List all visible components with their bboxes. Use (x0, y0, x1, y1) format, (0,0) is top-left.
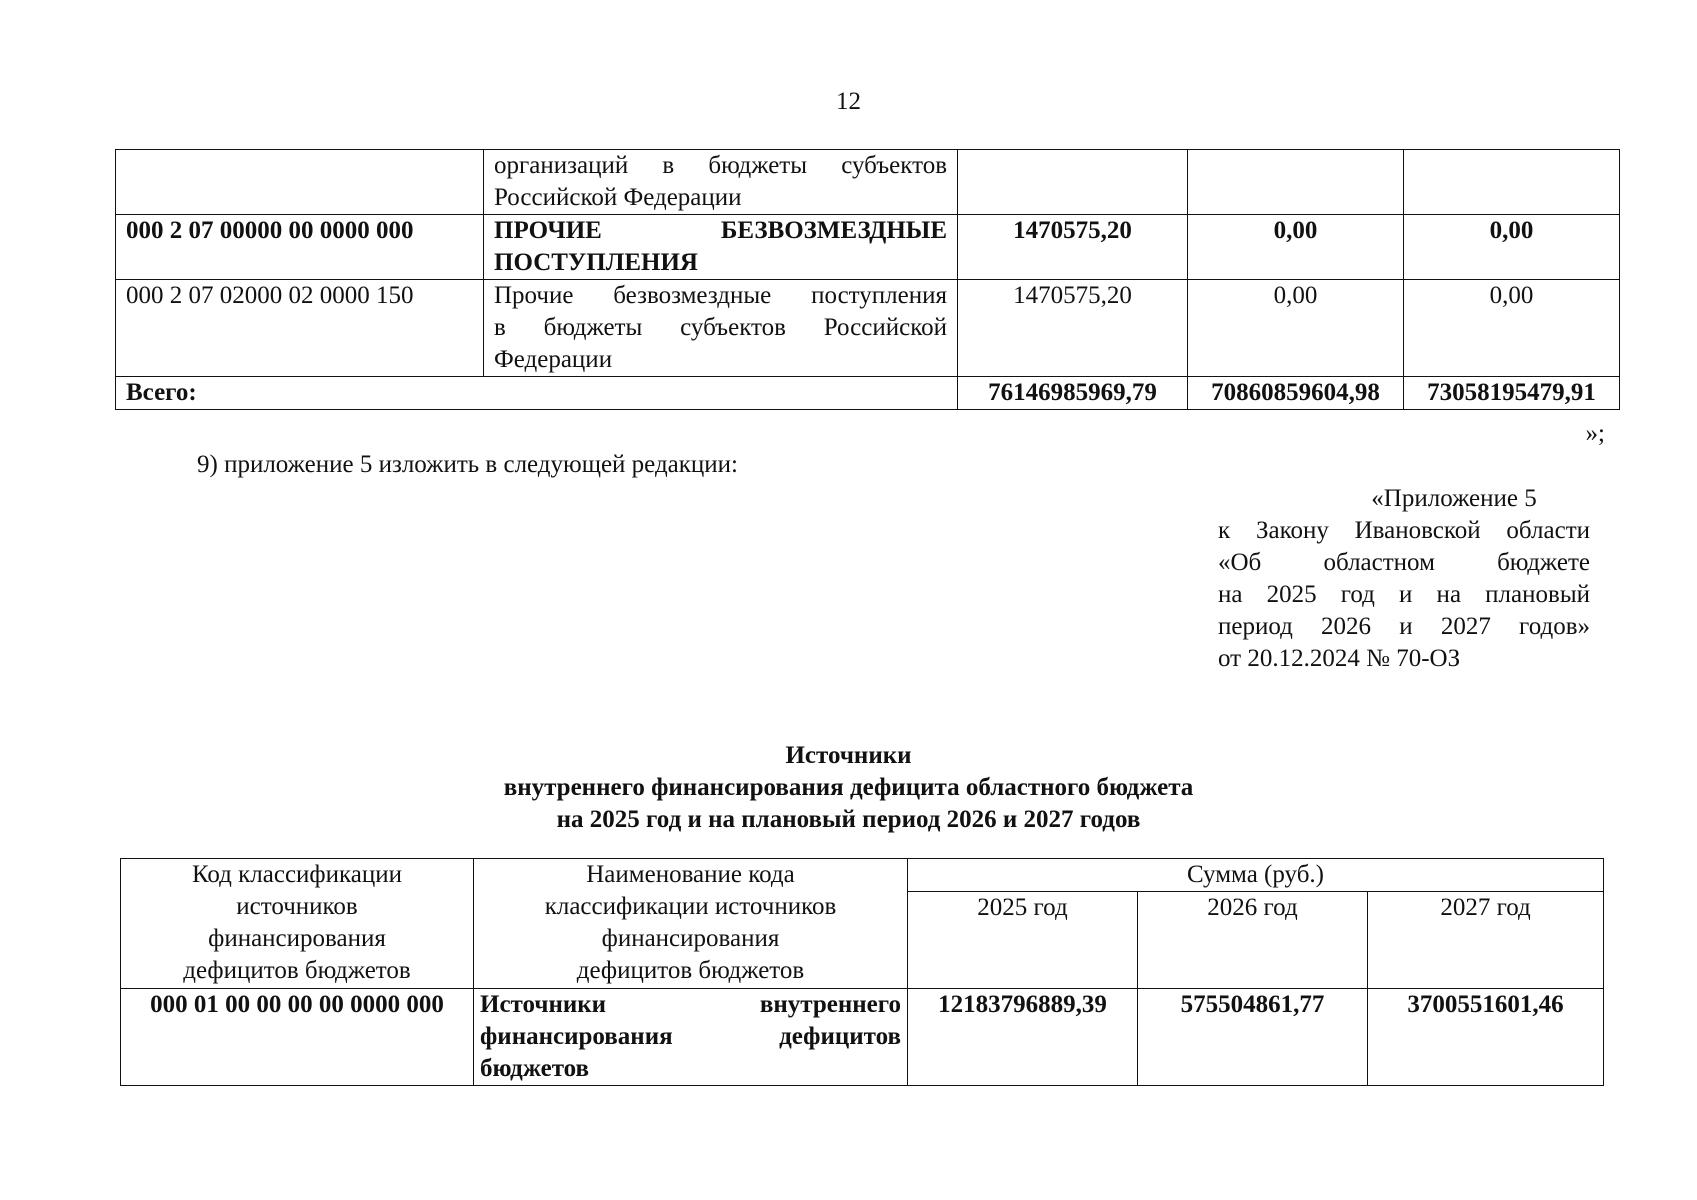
header-sum: Сумма (руб.) (908, 859, 1604, 892)
revenue-table (115, 149, 1620, 410)
value-2026: 0,00 (1188, 215, 1404, 280)
table-row (116, 280, 1620, 377)
header-year-2027: 2027 год (1368, 892, 1604, 989)
closing-quote: »; (1585, 420, 1605, 447)
code-cell (116, 150, 484, 215)
value-2027 (1404, 150, 1620, 215)
total-2026: 70860859604,98 (1188, 377, 1404, 410)
value-2025: 1470575,20 (958, 280, 1188, 377)
name-cell: Источники внутреннего финансирования дефицитов бюджетов (474, 989, 908, 1086)
value-2026 (1188, 150, 1404, 215)
code-cell: 000 2 07 00000 00 0000 000 (116, 215, 484, 280)
value-2025: 1470575,20 (958, 215, 1188, 280)
appendix-line: на 2025 год и на плановый (1218, 581, 1590, 608)
value-2026: 575504861,77 (1138, 989, 1368, 1086)
value-2027: 0,00 (1404, 215, 1620, 280)
title-line: внутреннего финансирования дефицита областного бюджета (503, 774, 1194, 801)
page-number: 12 (836, 88, 861, 115)
code-cell: 000 01 00 00 00 00 0000 000 (121, 989, 474, 1086)
table-row (116, 215, 1620, 280)
value-2025 (958, 150, 1188, 215)
title-line: на 2025 год и на плановый период 2026 и 2027 годов (556, 806, 1141, 833)
name-cell: ПРОЧИЕ БЕЗВОЗМЕЗДНЫЕ ПОСТУПЛЕНИЯ (484, 215, 958, 280)
financing-sources-table (120, 858, 1604, 1086)
table-row (121, 989, 1604, 1086)
appendix-line: от 20.12.2024 № 70-ОЗ (1218, 645, 1461, 672)
appendix-line: период 2026 и 2027 годов» (1218, 613, 1590, 640)
total-2025: 76146985969,79 (958, 377, 1188, 410)
appendix-line: к Закону Ивановской области (1218, 517, 1590, 544)
document-title (0, 740, 1697, 836)
instruction-text: 9) приложение 5 изложить в следующей редакции: (197, 451, 738, 478)
value-2027: 0,00 (1404, 280, 1620, 377)
header-year-2025: 2025 год (908, 892, 1138, 989)
table-row (116, 150, 1620, 215)
header-name: Наименование кода классификации источников финансирования дефицитов бюджетов (474, 859, 908, 989)
appendix-line: «Об областном бюджете (1218, 549, 1590, 576)
appendix-note (1218, 483, 1590, 675)
appendix-line: «Приложение 5 (1371, 485, 1537, 512)
total-label: Всего: (116, 377, 958, 410)
value-2027: 3700551601,46 (1368, 989, 1604, 1086)
value-2026: 0,00 (1188, 280, 1404, 377)
value-2025: 12183796889,39 (908, 989, 1138, 1086)
header-row (121, 859, 1604, 892)
name-cell: организаций в бюджеты субъектов Российской Федерации (484, 150, 958, 215)
title-line: Источники (785, 742, 912, 769)
name-cell: Прочие безвозмездные поступления в бюджеты субъектов Российской Федерации (484, 280, 958, 377)
total-2027: 73058195479,91 (1404, 377, 1620, 410)
header-year-2026: 2026 год (1138, 892, 1368, 989)
header-code: Код классификации источников финансирования дефицитов бюджетов (121, 859, 474, 989)
code-cell: 000 2 07 02000 02 0000 150 (116, 280, 484, 377)
total-row (116, 377, 1620, 410)
